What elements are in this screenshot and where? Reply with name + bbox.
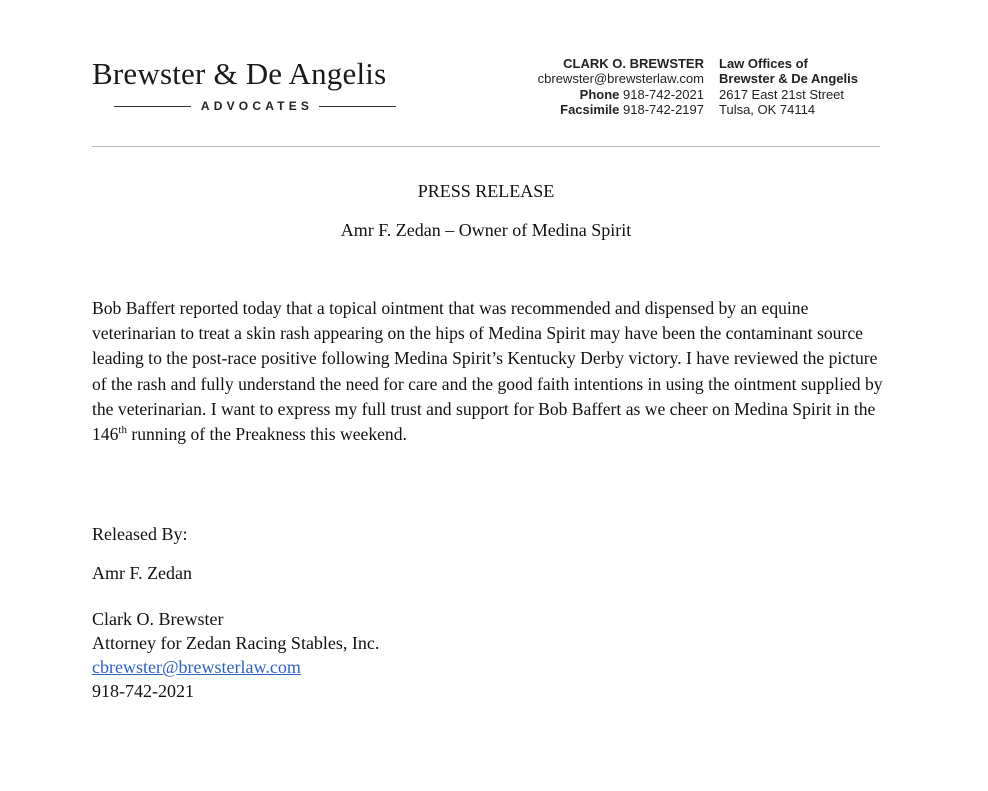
document-subtitle: Amr F. Zedan – Owner of Medina Spirit bbox=[340, 220, 632, 240]
attorney-title: Attorney for Zedan Racing Stables, Inc. bbox=[92, 633, 380, 653]
fax-number: 918-742-2197 bbox=[623, 101, 704, 117]
office-line2: Brewster & De Angelis bbox=[719, 71, 858, 87]
tagline-rule-left bbox=[114, 106, 191, 107]
phone-label: Phone bbox=[579, 86, 620, 102]
contact-fax-line bbox=[538, 102, 704, 117]
attorney-email-link[interactable]: cbrewster@brewsterlaw.com bbox=[92, 657, 301, 677]
contact-email: cbrewster@brewsterlaw.com bbox=[537, 71, 704, 87]
header-divider bbox=[92, 146, 880, 147]
body-paragraph bbox=[92, 296, 892, 447]
contact-block-left bbox=[538, 56, 704, 117]
office-address: 2617 East 21st Street bbox=[719, 86, 845, 102]
released-by-name: Amr F. Zedan bbox=[92, 563, 193, 583]
contact-name: CLARK O. BREWSTER bbox=[563, 56, 704, 71]
document-title: PRESS RELEASE bbox=[417, 181, 555, 201]
tagline-row bbox=[114, 98, 396, 114]
phone-number: 918-742-2021 bbox=[623, 86, 704, 102]
released-by-label: Released By: bbox=[92, 524, 188, 544]
firm-name: Brewster & De Angelis bbox=[92, 56, 387, 91]
fax-label: Facsimile bbox=[560, 101, 620, 117]
contact-block-right bbox=[719, 56, 858, 117]
attorney-name: Clark O. Brewster bbox=[92, 609, 224, 629]
tagline: ADVOCATES bbox=[200, 99, 314, 113]
tagline-rule-right bbox=[319, 106, 396, 107]
office-city: Tulsa, OK 74114 bbox=[719, 101, 816, 117]
firm-logo bbox=[92, 56, 422, 118]
body-ordinal-suffix: th bbox=[118, 424, 127, 437]
attorney-phone: 918-742-2021 bbox=[92, 681, 194, 701]
body-text-main: Bob Baffert reported today that a topical ointment that was recommended and dispensed by an equine veterinarian to treat a skin rash appearing on the hips of Medina Spirit may have been the contaminant source leading to the post-race positive following Medina Spirit’s Kentucky Derby victory. I have reviewed the picture of the rash and fully understand the need for care and the good faith intentions in using the ointment supplied by the veterinarian. I want to express my full trust and support for Bob Baffert as we cheer on Medina Spirit in the 146 bbox=[92, 298, 883, 445]
contact-phone-line bbox=[538, 87, 704, 102]
body-text-end: running of the Preakness this weekend. bbox=[126, 424, 407, 445]
office-line1: Law Offices of bbox=[719, 56, 808, 71]
